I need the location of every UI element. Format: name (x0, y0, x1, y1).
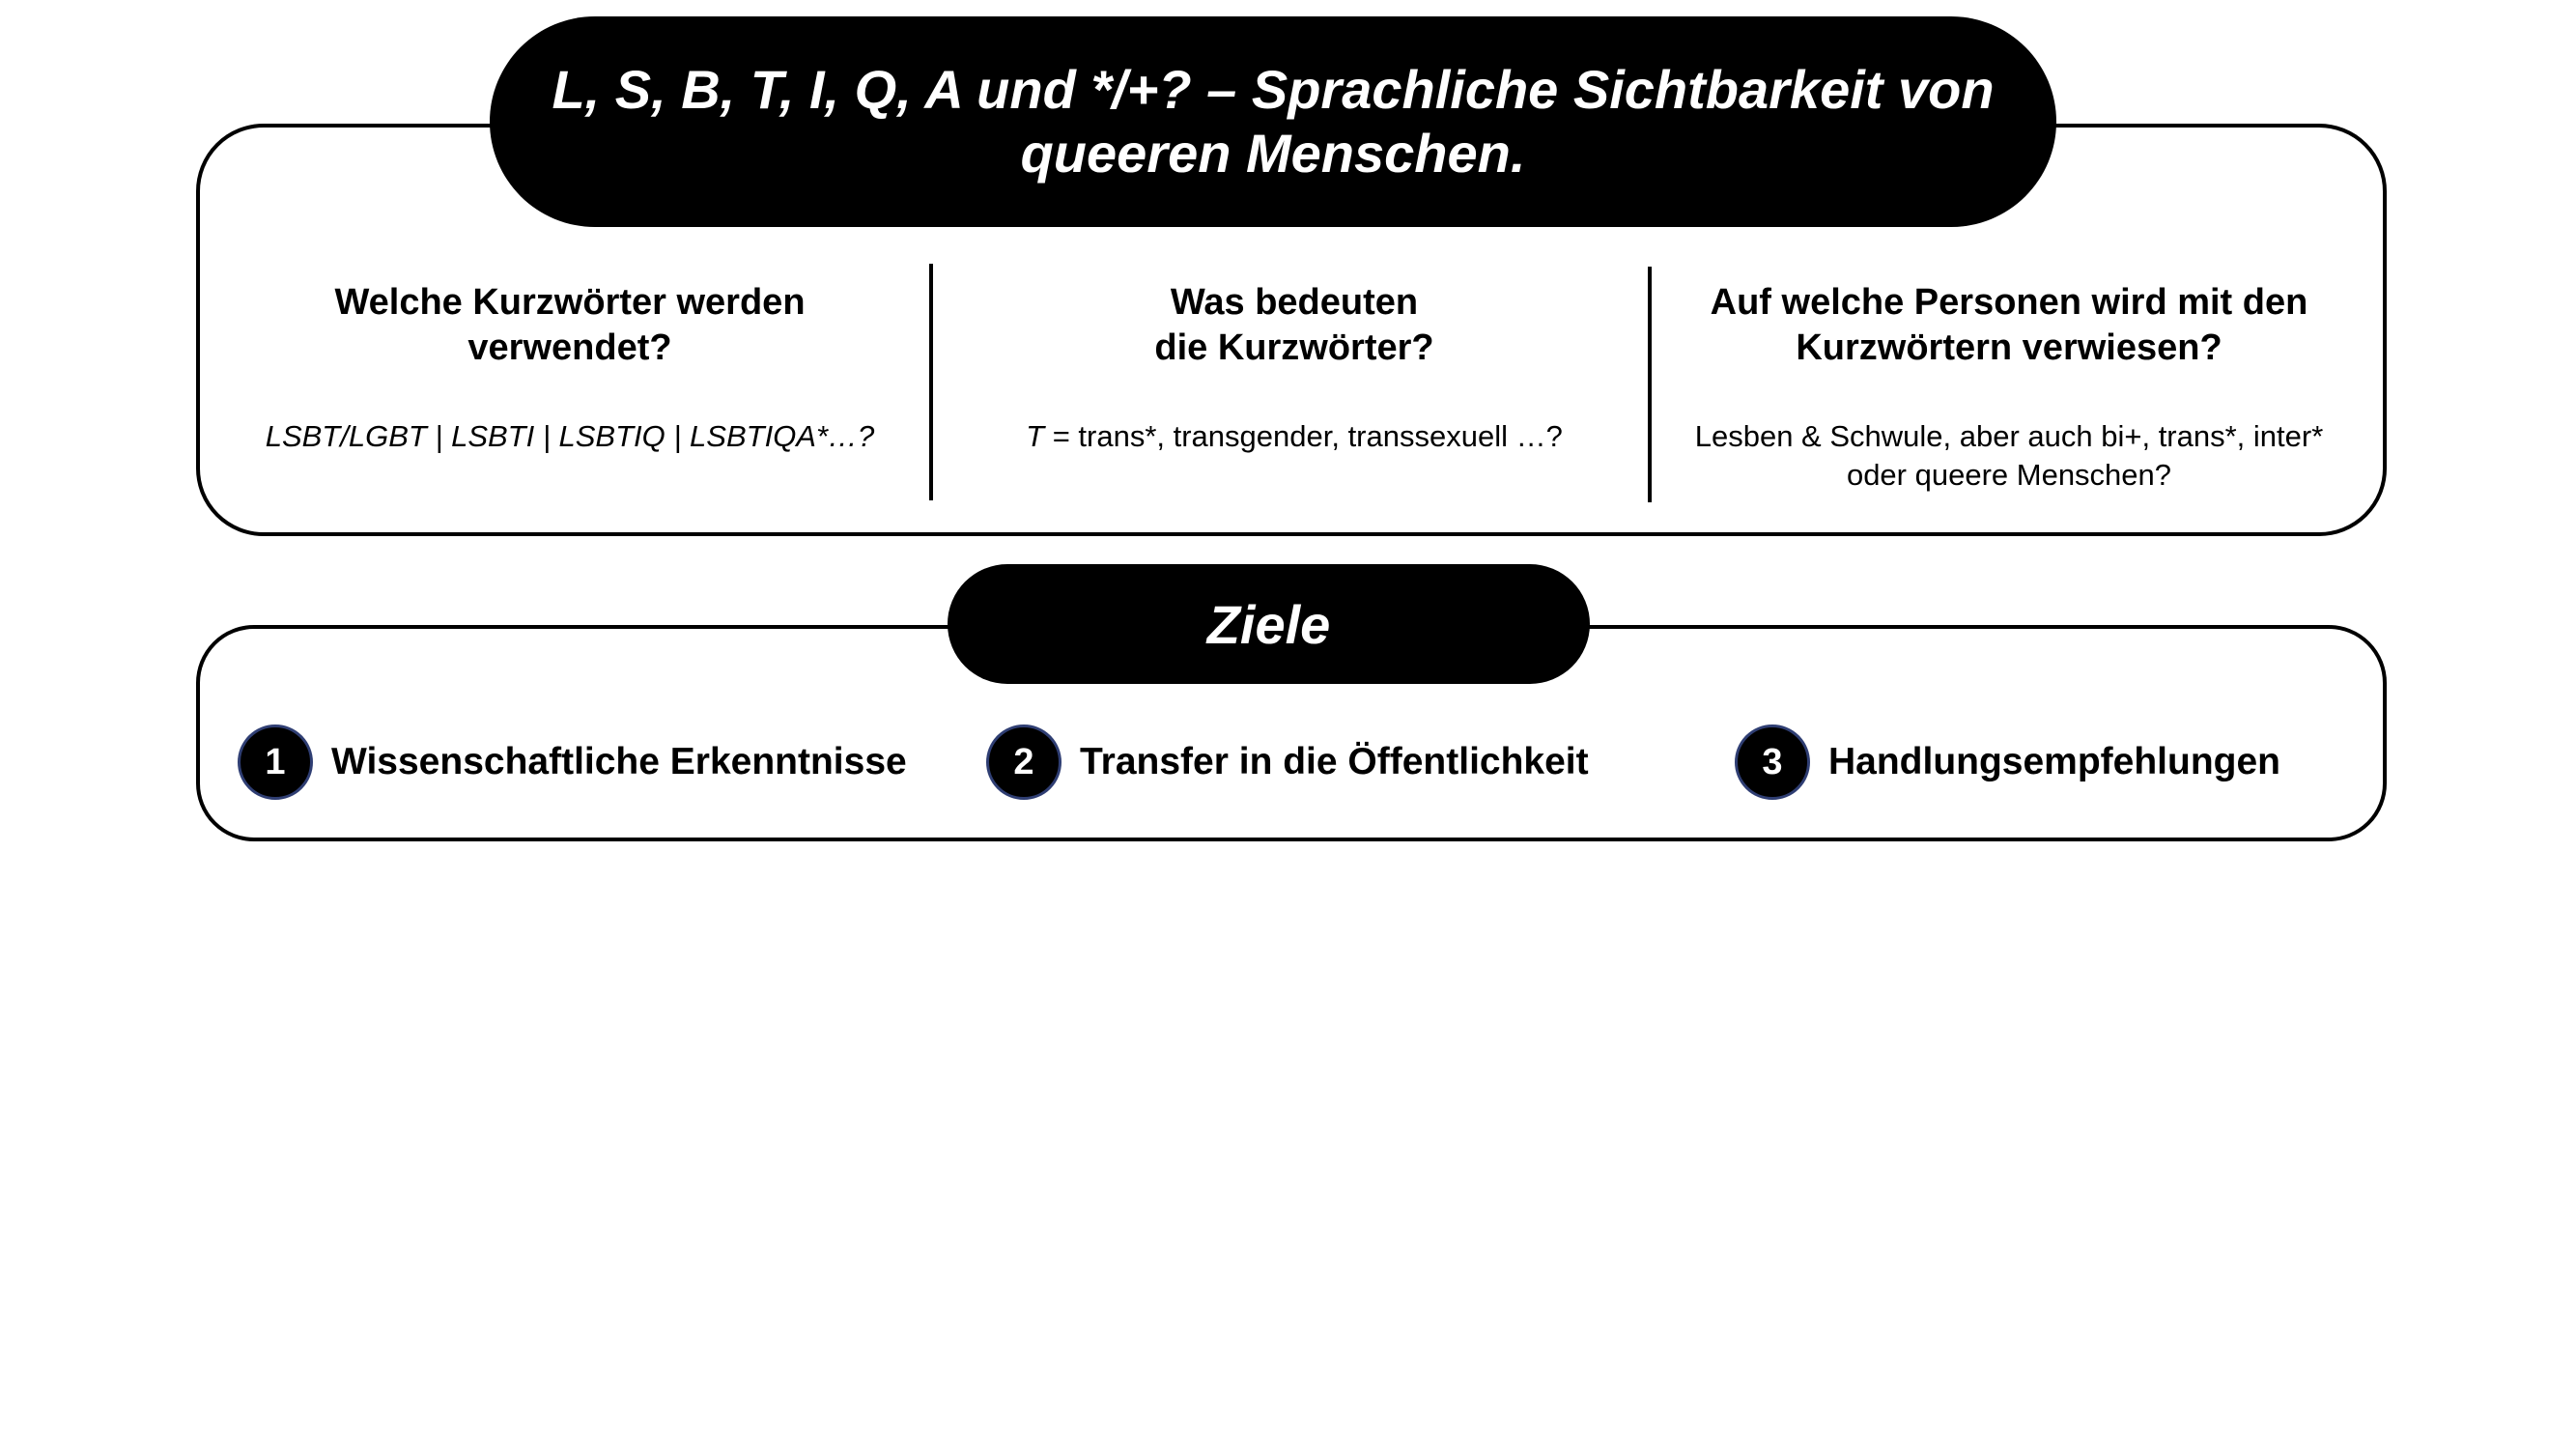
question-column-persons (1661, 280, 2357, 495)
question-heading-line: Was bedeuten (1170, 282, 1419, 323)
question-answer (956, 417, 1632, 456)
goal-item (238, 724, 907, 800)
question-heading: Welche Kurzwörter werden verwendet? (334, 282, 806, 368)
goals-banner (948, 564, 1590, 684)
page-title: L, S, B, T, I, Q, A und */+? – Sprachliche Sichtbarkeit von queeren Menschen. (552, 59, 1995, 184)
title-banner (490, 16, 2056, 227)
goal-number-badge: 1 (238, 724, 313, 800)
question-heading-line: die Kurzwörter? (1154, 327, 1434, 368)
question-answer: Lesben & Schwule, aber auch bi+, trans*, inter* oder queere Menschen? (1694, 419, 2324, 492)
goal-item (986, 724, 1589, 800)
goal-number-badge: 2 (986, 724, 1062, 800)
question-answer-text: = trans*, transgender, transsexuell …? (1044, 419, 1563, 453)
goals-heading: Ziele (1206, 593, 1331, 655)
question-column-meaning (956, 280, 1632, 456)
goal-number-badge: 3 (1735, 724, 1810, 800)
goal-label: Wissenschaftliche Erkenntnisse (331, 741, 907, 782)
question-answer-prefix: T (1026, 419, 1045, 453)
goal-item (1735, 724, 2280, 800)
goal-label: Transfer in die Öffentlichkeit (1080, 741, 1589, 782)
question-heading: Auf welche Personen wird mit den Kurzwörtern verwiesen? (1710, 282, 2308, 368)
question-answer: LSBT/LGBT | LSBTI | LSBTIQ | LSBTIQA*…? (265, 419, 875, 453)
question-column-abbreviations (232, 280, 908, 456)
question-heading (956, 280, 1632, 371)
column-divider (929, 264, 933, 500)
goal-label: Handlungsempfehlungen (1828, 741, 2280, 782)
column-divider (1648, 267, 1652, 502)
